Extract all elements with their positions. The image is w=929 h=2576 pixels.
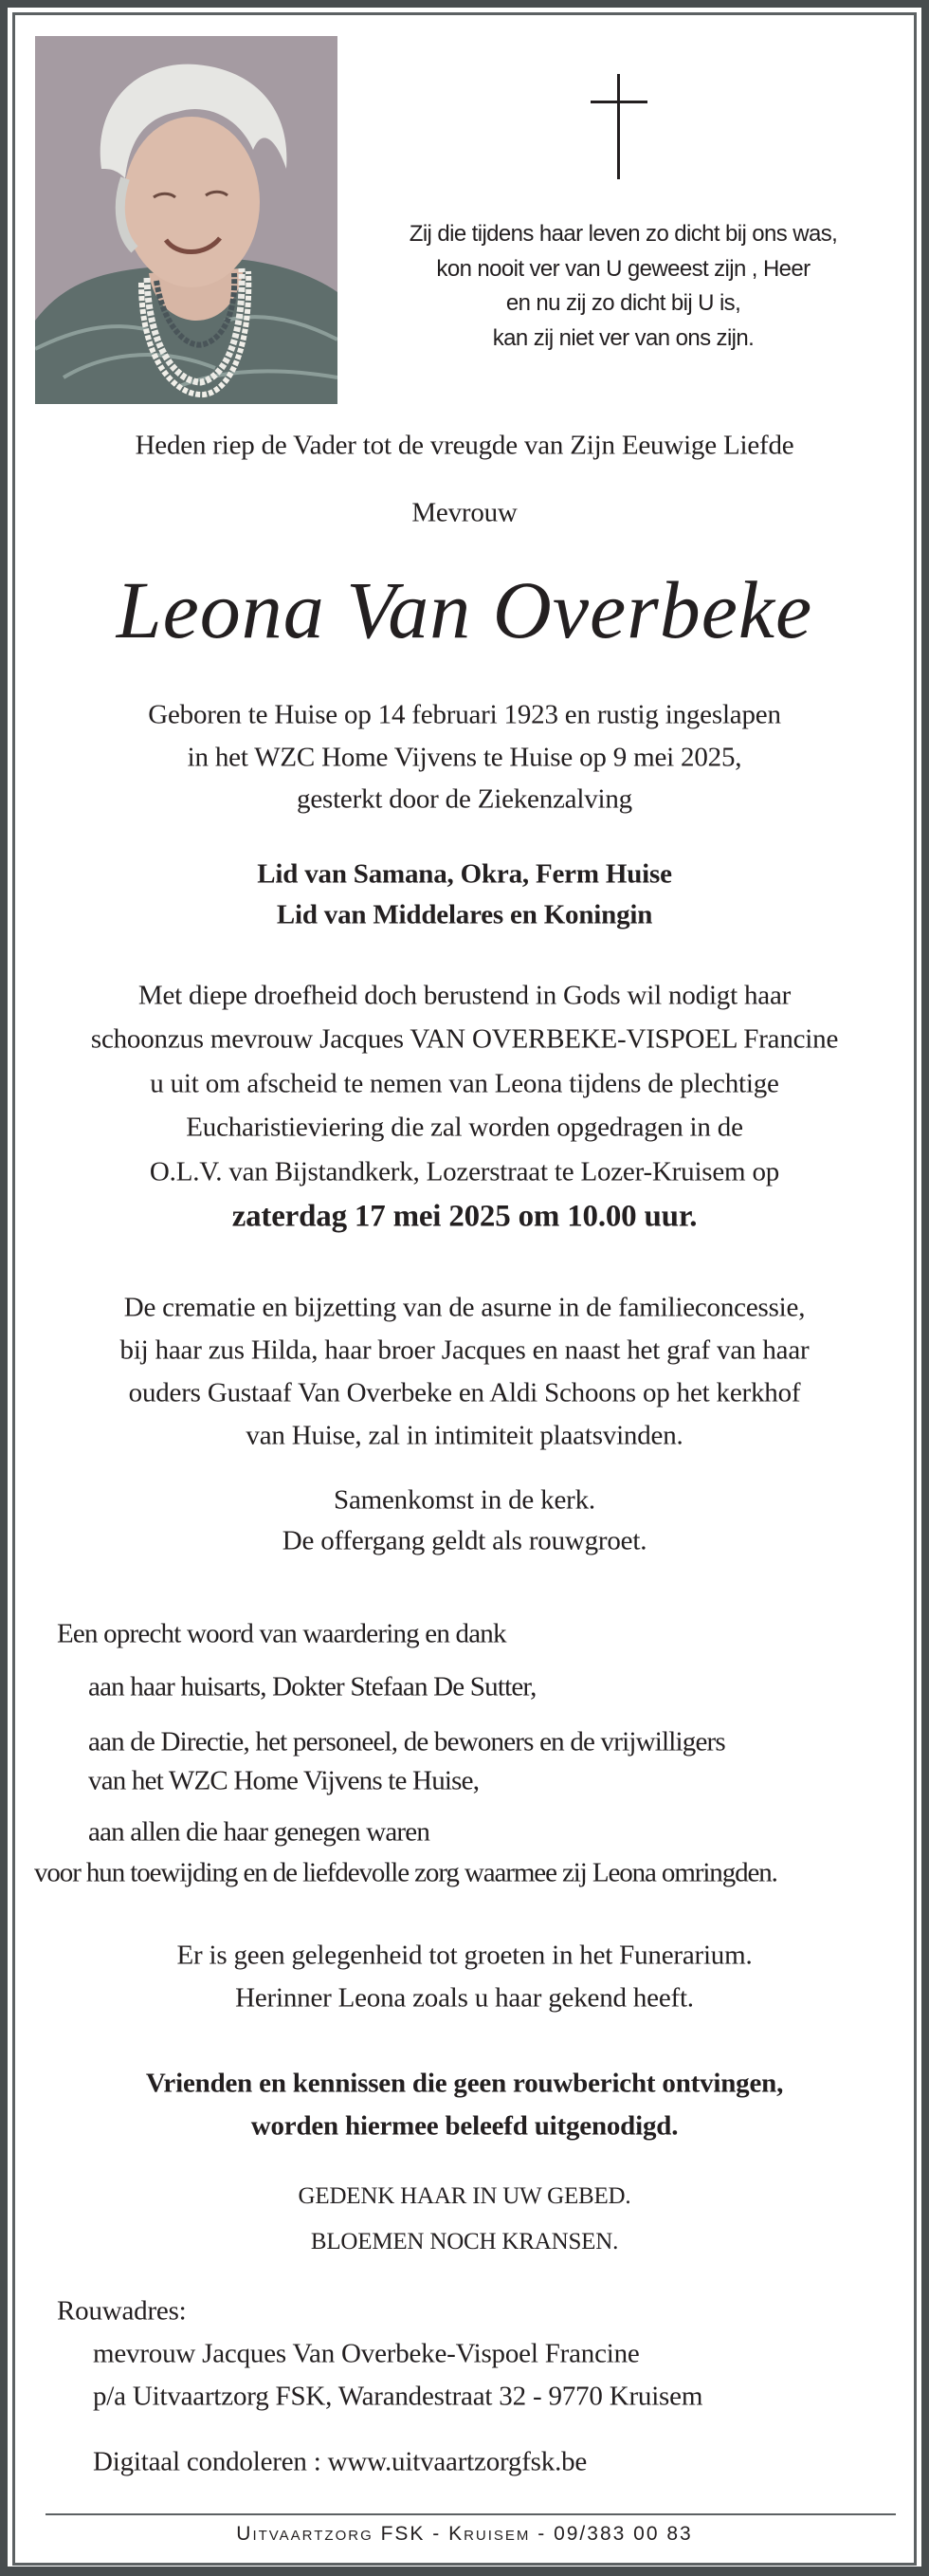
cremation-line: De crematie en bijzetting van de asurne in de familieconcessie, <box>123 1292 806 1323</box>
condolences-label: Digitaal condoleren : <box>93 2446 328 2477</box>
membership-line: Lid van Samana, Okra, Ferm Huise <box>257 858 672 890</box>
thanks-item: aan haar huisarts, Dokter Stefaan De Sutter, <box>88 1671 537 1702</box>
thanks-item: van het WZC Home Vijvens te Huise, <box>88 1765 480 1796</box>
funerarium-line: Er is geen gelegenheid tot groeten in het Funerarium. <box>176 1940 753 1971</box>
request-line: GEDENK HAAR IN UW GEBED. <box>298 2183 631 2209</box>
birth-death-line: in het WZC Home Vijvens te Huise op 9 mei 2025, <box>187 742 742 773</box>
cross-horizontal-bar <box>591 101 647 103</box>
gathering-line: Samenkomst in de kerk. <box>334 1484 595 1516</box>
service-datetime: zaterdag 17 mei 2025 om 10.00 uur. <box>231 1199 698 1234</box>
cross-vertical-bar <box>617 74 620 179</box>
invited-line: worden hiermee beleefd uitgenodigd. <box>250 2110 679 2142</box>
birth-death-line: Geboren te Huise op 14 februari 1923 en rustig ingeslapen <box>148 699 781 730</box>
cremation-line: van Huise, zal in intimiteit plaatsvinden. <box>246 1420 683 1451</box>
thanks-item: aan allen die haar genegen waren <box>88 1816 430 1848</box>
cremation-line: ouders Gustaaf Van Overbeke en Aldi Schoons op het kerkhof <box>128 1377 801 1408</box>
invitation-line: u uit om afscheid te nemen van Leona tijdens de plechtige <box>150 1068 779 1099</box>
thanks-closing: voor hun toewijding en de liefdevolle zorg waarmee zij Leona omringden. <box>34 1857 777 1888</box>
footer-text: Uitvaartzorg FSK - Kruisem - 09/383 00 83 <box>236 2523 693 2545</box>
address-line: mevrouw Jacques Van Overbeke-Vispoel Francine <box>93 2338 640 2369</box>
invitation-line: O.L.V. van Bijstandkerk, Lozerstraat te Lozer-Kruisem op <box>149 1156 780 1187</box>
invited-line: Vrienden en kennissen die geen rouwbericht ontvingen, <box>145 2068 784 2099</box>
footer-divider <box>46 2513 896 2515</box>
funerarium-line: Herinner Leona zoals u haar gekend heeft. <box>235 1982 694 2014</box>
membership-line: Lid van Middelares en Koningin <box>276 899 653 930</box>
gathering-line: De offergang geldt als rouwgroet. <box>282 1525 647 1556</box>
invitation-line: Eucharistieviering die zal worden opgedragen in de <box>186 1112 743 1143</box>
address-label: Rouwadres: <box>57 2295 187 2327</box>
poem-line: kon nooit ver van U geweest zijn , Heer <box>436 256 811 282</box>
intro-text: Heden riep de Vader tot de vreugde van Zijn Eeuwige Liefde <box>135 430 794 461</box>
condolences-line <box>93 2447 908 2478</box>
condolences-link[interactable]: www.uitvaartzorgfsk.be <box>327 2446 588 2477</box>
birth-death-line: gesterkt door de Ziekenzalving <box>297 783 632 815</box>
invitation-line: schoonzus mevrouw Jacques VAN OVERBEKE-VISPOEL Francine <box>90 1023 839 1055</box>
address-line: p/a Uitvaartzorg FSK, Warandestraat 32 - 9770 Kruisem <box>93 2381 703 2412</box>
thanks-heading: Een oprecht woord van waardering en dank <box>57 1618 506 1649</box>
salutation: Mevrouw <box>411 497 518 528</box>
thanks-item: aan de Directie, het personeel, de bewoners en de vrijwilligers <box>88 1726 725 1757</box>
portrait-photo <box>35 36 337 404</box>
request-line: BLOEMEN NOCH KRANSEN. <box>310 2229 619 2254</box>
poem-line: kan zij niet ver van ons zijn. <box>492 325 755 351</box>
cremation-line: bij haar zus Hilda, haar broer Jacques en naast het graf van haar <box>119 1334 810 1366</box>
deceased-name: Leona Van Overbeke <box>116 564 813 655</box>
invitation-line: Met diepe droefheid doch berustend in Gods wil nodigt haar <box>137 980 792 1011</box>
poem-line: en nu zij zo dicht bij U is, <box>505 290 741 316</box>
poem-line: Zij die tijdens haar leven zo dicht bij ons was, <box>409 221 838 247</box>
